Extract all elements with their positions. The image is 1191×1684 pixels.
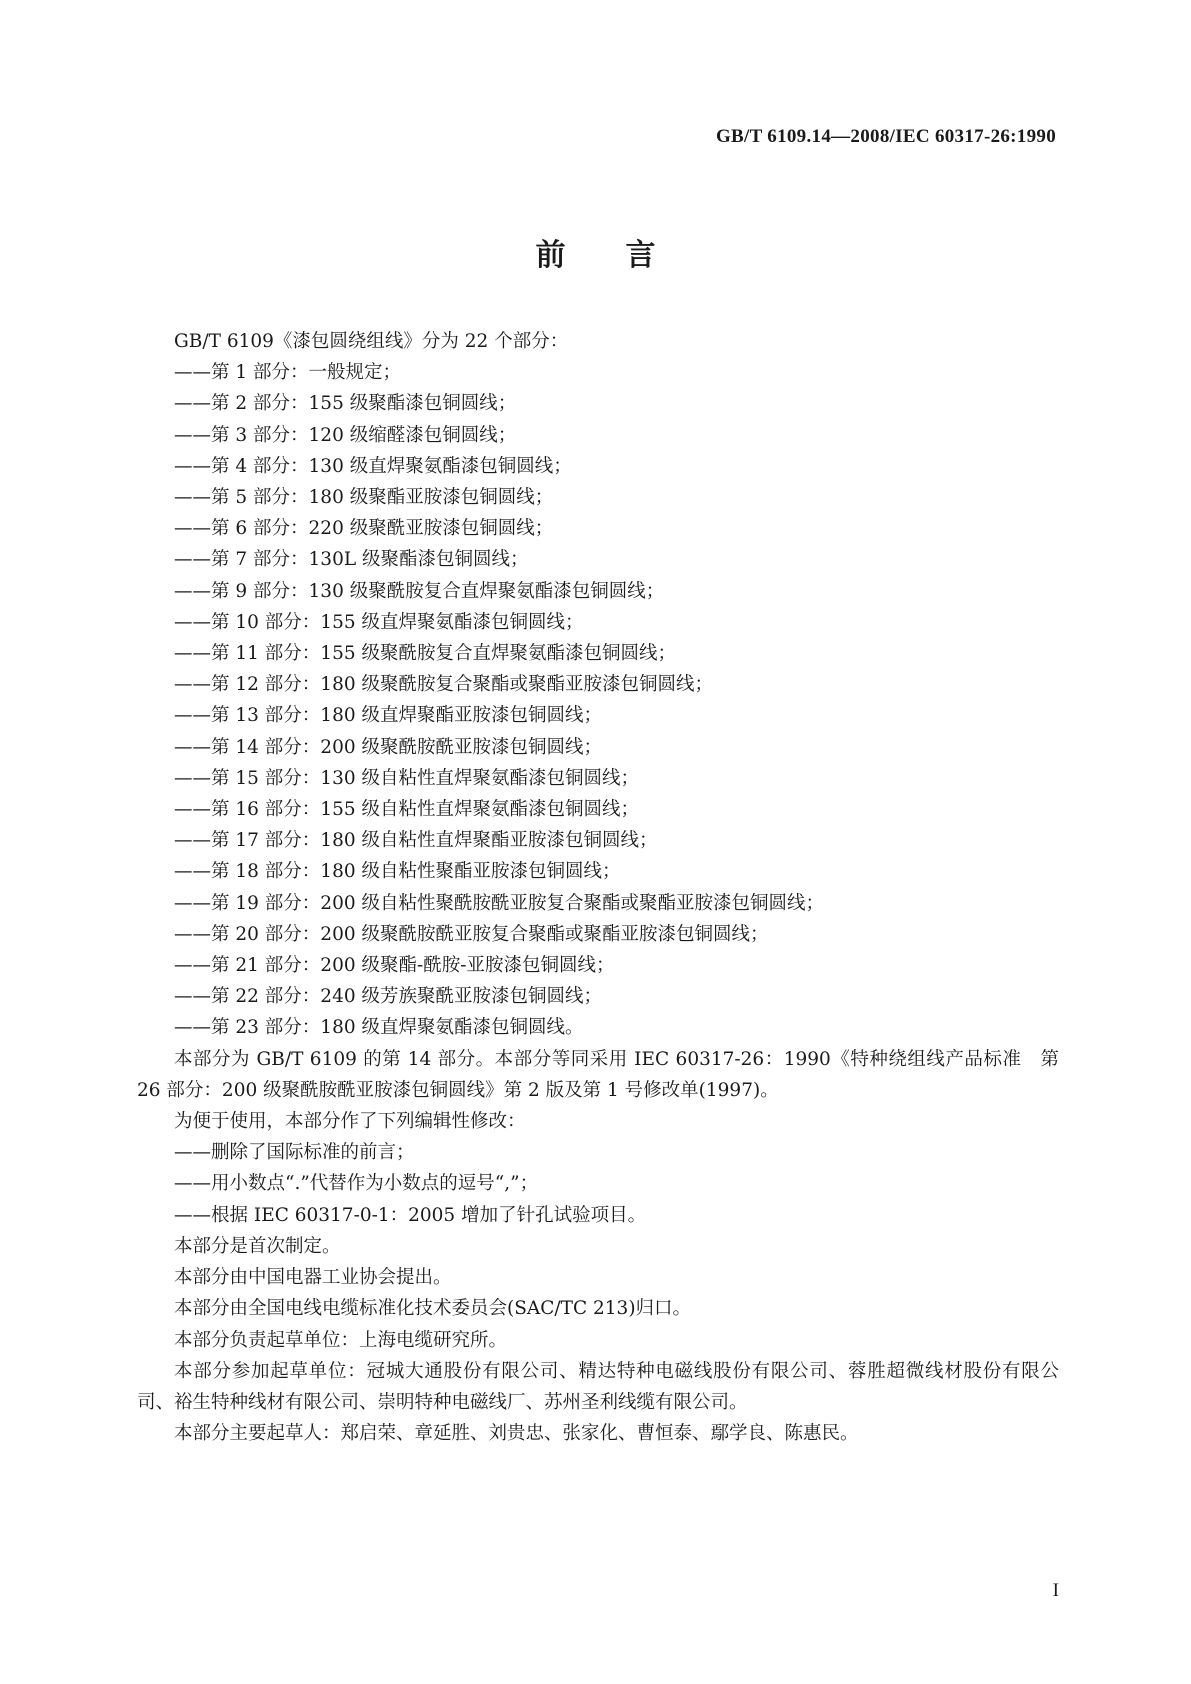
page-number: I [1052,1580,1059,1601]
list-item: ——第 5 部分：180 级聚酯亚胺漆包铜圆线； [174,487,554,509]
list-item: ——第 21 部分：200 级聚酯-酰胺-亚胺漆包铜圆线； [174,955,615,977]
list-item: ——第 19 部分：200 级自粘性聚酰胺酰亚胺复合聚酯或聚酯亚胺漆包铜圆线； [174,892,824,914]
list-item: ——第 10 部分：155 级直焊聚氨酯漆包铜圆线； [174,611,584,633]
list-item: ——第 17 部分：180 级自粘性直焊聚酯亚胺漆包铜圆线； [174,830,658,852]
list-item: ——第 18 部分：180 级自粘性聚酯亚胺漆包铜圆线； [174,861,621,883]
list-item: ——第 12 部分：180 级聚酰胺复合聚酯或聚酯亚胺漆包铜圆线； [174,674,713,696]
list-item: ——第 20 部分：200 级聚酰胺酰亚胺复合聚酯或聚酯亚胺漆包铜圆线； [174,923,769,945]
list-item: ——第 11 部分：155 级聚酰胺复合直焊聚氨酯漆包铜圆线； [174,643,676,665]
page-title: 前言 [535,238,716,273]
main-drafters-paragraph: 本部分主要起草人：郑启荣、章延胜、刘贵忠、张家化、曹恒泰、鄢学良、陈惠民。 [174,1423,859,1445]
list-item: ——第 22 部分：240 级芳族聚酰亚胺漆包铜圆线； [174,986,602,1008]
parts-list [137,357,1059,1043]
list-item: ——第 9 部分：130 级聚酰胺复合直焊聚氨酯漆包铜圆线； [174,580,665,602]
foreword-body [137,326,1059,1449]
participating-units-paragraph: 本部分参加起草单位：冠城大通股份有限公司、精达特种电磁线股份有限公司、蓉胜超微线材股份有限公司、裕生特种线材有限公司、崇明特种电磁线厂、苏州圣利线缆有限公司。 [137,1360,1059,1413]
list-item: ——第 6 部分：220 级聚酰亚胺漆包铜圆线； [174,518,554,540]
list-item: ——第 4 部分：130 级直焊聚氨酯漆包铜圆线； [174,455,572,477]
intro-paragraph: GB/T 6109《漆包圆绕组线》分为 22 个部分： [174,331,569,352]
list-item: ——用小数点“.”代替作为小数点的逗号“,”； [174,1173,539,1195]
list-item: ——第 7 部分：130L 级聚酯漆包铜圆线； [174,549,529,571]
standard-code-header: GB/T 6109.14—2008/IEC 60317-26:1990 [715,126,1056,147]
list-item: ——第 14 部分：200 级聚酰胺酰亚胺漆包铜圆线； [174,736,602,758]
responsible-unit-paragraph: 本部分负责起草单位：上海电缆研究所。 [174,1329,508,1351]
adoption-paragraph: 本部分为 GB/T 6109 的第 14 部分。本部分等同采用 IEC 60317-26：1990《特种绕组线产品标准 第 26 部分：200 级聚酰胺酰亚胺漆包铜圆线》第 2 版及第 1 号修改单(1997)。 [137,1048,1059,1101]
list-item: ——根据 IEC 60317-0-1：2005 增加了针孔试验项目。 [174,1204,647,1226]
centralized-by-paragraph: 本部分由全国电线电缆标准化技术委员会(SAC/TC 213)归口。 [174,1298,692,1320]
list-item: ——第 2 部分：155 级聚酯漆包铜圆线； [174,393,517,415]
edits-intro-paragraph: 为便于使用，本部分作了下列编辑性修改： [174,1111,526,1133]
list-item: ——第 3 部分：120 级缩醛漆包铜圆线； [174,424,517,446]
list-item: ——第 15 部分：130 级自粘性直焊聚氨酯漆包铜圆线； [174,767,639,789]
proposed-by-paragraph: 本部分由中国电器工业协会提出。 [174,1267,452,1289]
list-item: ——第 16 部分：155 级自粘性直焊聚氨酯漆包铜圆线； [174,799,639,821]
edits-list [137,1137,1059,1231]
first-issue-paragraph: 本部分是首次制定。 [174,1235,341,1257]
list-item: ——第 13 部分：180 级直焊聚酯亚胺漆包铜圆线； [174,705,602,727]
list-item: ——第 23 部分：180 级直焊聚氨酯漆包铜圆线。 [174,1017,584,1039]
list-item: ——删除了国际标准的前言； [174,1142,415,1164]
list-item: ——第 1 部分：一般规定； [174,362,402,384]
